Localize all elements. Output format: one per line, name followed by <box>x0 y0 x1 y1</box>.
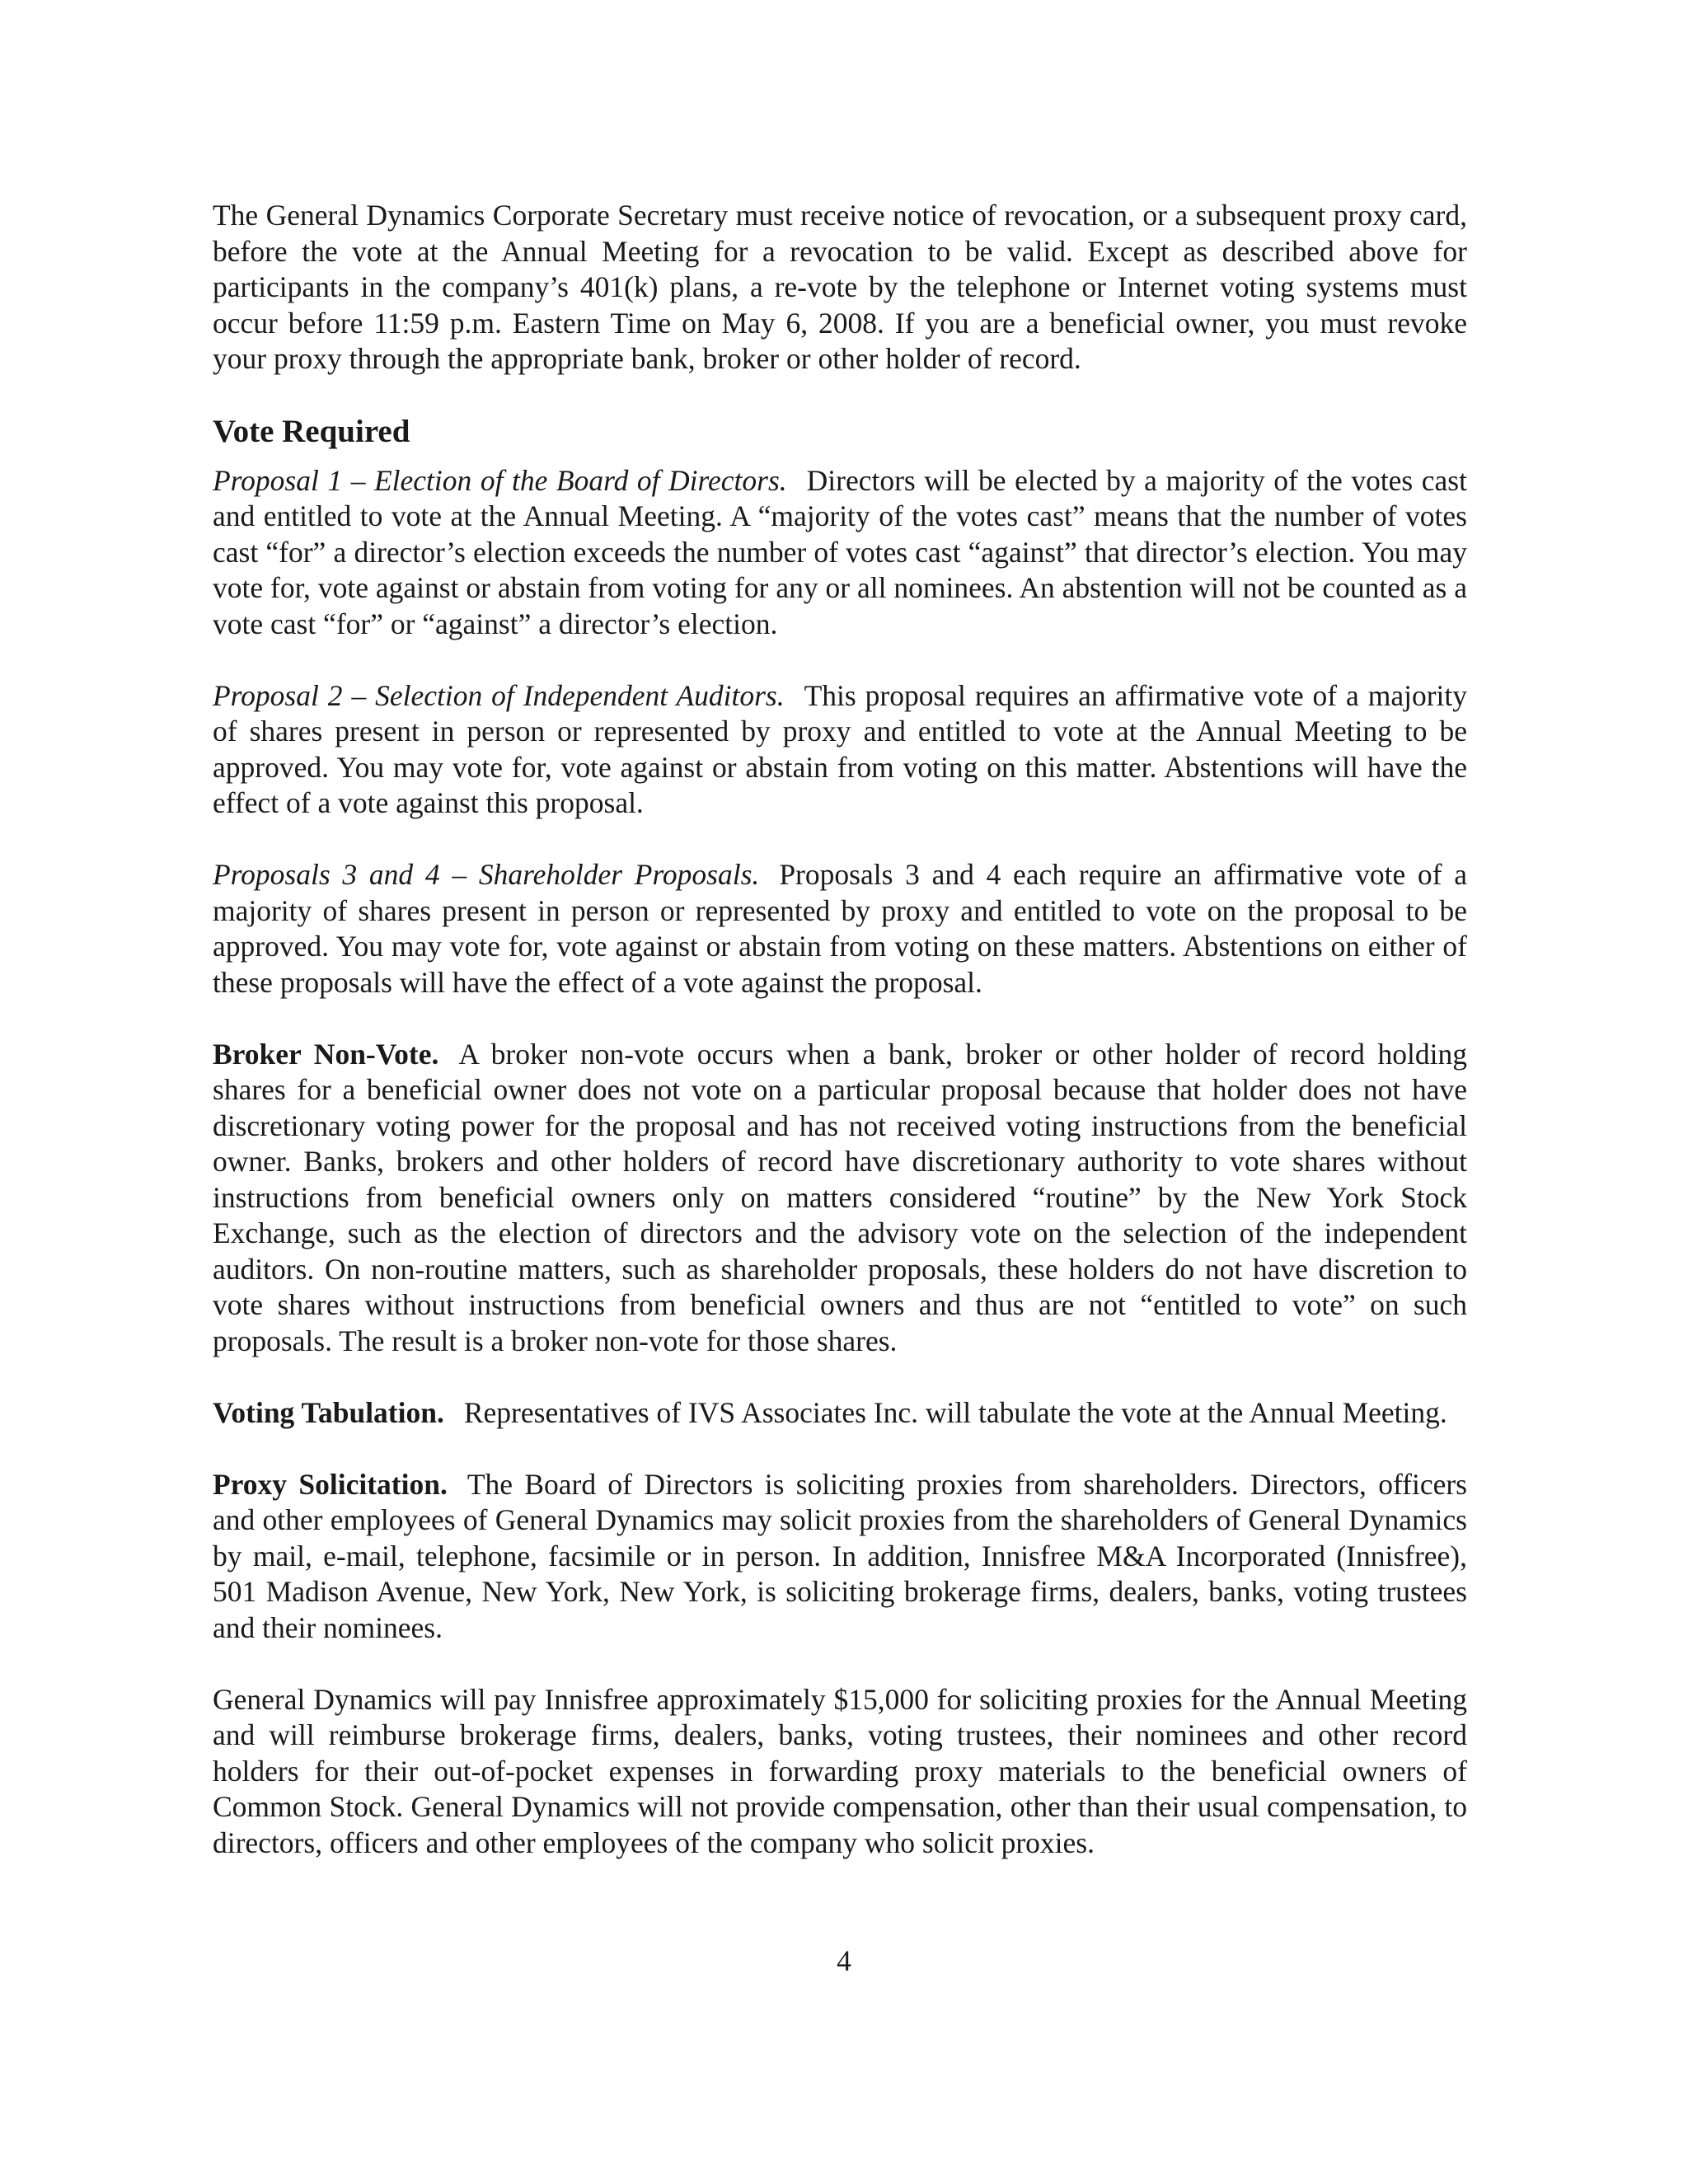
proxy-solicitation-text: The Board of Directors is soliciting proxies from shareholders. Directors, officers and other employees of General Dynamics may solicit proxies from the shareholders of General Dynamics by mail, e-mail, telephone, facsimile or in person. In addition, Innisfree M&A Incorporated (Innisfree), 501 Madison Avenue, New York, New York, is soliciting brokerage firms, dealers, banks, voting trustees and their nominees. <box>213 1467 1467 1644</box>
voting-tabulation-text: Representatives of IVS Associates Inc. will tabulate the vote at the Annual Meeting. <box>463 1395 1447 1429</box>
broker-non-vote-lead: Broker Non-Vote. <box>213 1037 439 1071</box>
proposals-3-4-lead: Proposals 3 and 4 – Shareholder Proposals. <box>213 858 760 891</box>
section-heading-vote-required: Vote Required <box>213 413 410 449</box>
page-number: 4 <box>837 1944 851 1977</box>
voting-tabulation-paragraph <box>213 1395 1467 1432</box>
voting-tabulation-lead: Voting Tabulation. <box>213 1395 444 1429</box>
revocation-paragraph: The General Dynamics Corporate Secretary must receive notice of revocation, or a subsequent proxy card, before the vote at the Annual Meeting for a revocation to be valid. Except as described above for participants in the company’s 401(k) plans, a re-vote by the telephone or Internet voting systems must occur before 11:59 p.m. Eastern Time on May 6, 2008. If you are a beneficial owner, you must revoke your proxy through the appropriate bank, broker or other holder of record. <box>213 199 1467 375</box>
proposal-2-text: This proposal requires an affirmative vote of a majority of shares present in person or represented by proxy and entitled to vote at the Annual Meeting to be approved. You may vote for, vote against or abstain from voting on this matter. Abstentions will have the effect of a vote against this proposal. <box>213 678 1467 819</box>
proposals-3-4-paragraph <box>213 857 1467 1001</box>
proposal-2-lead: Proposal 2 – Selection of Independent Auditors. <box>213 678 785 712</box>
broker-non-vote-text: A broker non-vote occurs when a bank, broker or other holder of record holding shares for a beneficial owner does not vote on a particular proposal because that holder does not have discretionary voting power for the proposal and has not received voting instructions from the beneficial owner. Banks, brokers and other holders of record have discretionary authority to vote shares without instructions from beneficial owners only on matters considered “routine” by the New York Stock Exchange, such as the election of directors and the advisory vote on the selection of the independent auditors. On non-routine matters, such as shareholder proposals, these holders do not have discretion to vote shares without instructions from beneficial owners and thus are not “entitled to vote” on such proposals. The result is a broker non-vote for those shares. <box>213 1037 1467 1357</box>
proposal-2-paragraph <box>213 678 1467 822</box>
proposal-1-paragraph <box>213 463 1467 643</box>
proposal-1-text: Directors will be elected by a majority of the votes cast and entitled to vote at the Annual Meeting. A “majority of the votes cast” means that the number of votes cast “for” a director’s election exceeds the number of votes cast “against” that director’s election. You may vote for, vote against or abstain from voting for any or all nominees. An abstention will not be counted as a vote cast “for” or “against” a director’s election. <box>213 463 1467 640</box>
document-body <box>213 198 1467 1861</box>
broker-non-vote-paragraph <box>213 1037 1467 1360</box>
proposal-1-lead: Proposal 1 – Election of the Board of Directors. <box>213 463 787 497</box>
proxy-solicitation-lead: Proxy Solicitation. <box>213 1467 448 1501</box>
proposals-3-4-text: Proposals 3 and 4 each require an affirmative vote of a majority of shares present in person or represented by proxy and entitled to vote on the proposal to be approved. You may vote for, vote against or abstain from voting on these matters. Abstentions on either of these proposals will have the effect of a vote against the proposal. <box>213 858 1467 999</box>
payment-paragraph: General Dynamics will pay Innisfree approximately $15,000 for soliciting proxies for the Annual Meeting and will reimburse brokerage firms, dealers, banks, voting trustees, their nominees and other record holders for their out-of-pocket expenses in forwarding proxy materials to the beneficial owners of Common Stock. General Dynamics will not provide compensation, other than their usual compensation, to directors, officers and other employees of the company who solicit proxies. <box>213 1682 1467 1859</box>
proxy-solicitation-paragraph <box>213 1467 1467 1647</box>
